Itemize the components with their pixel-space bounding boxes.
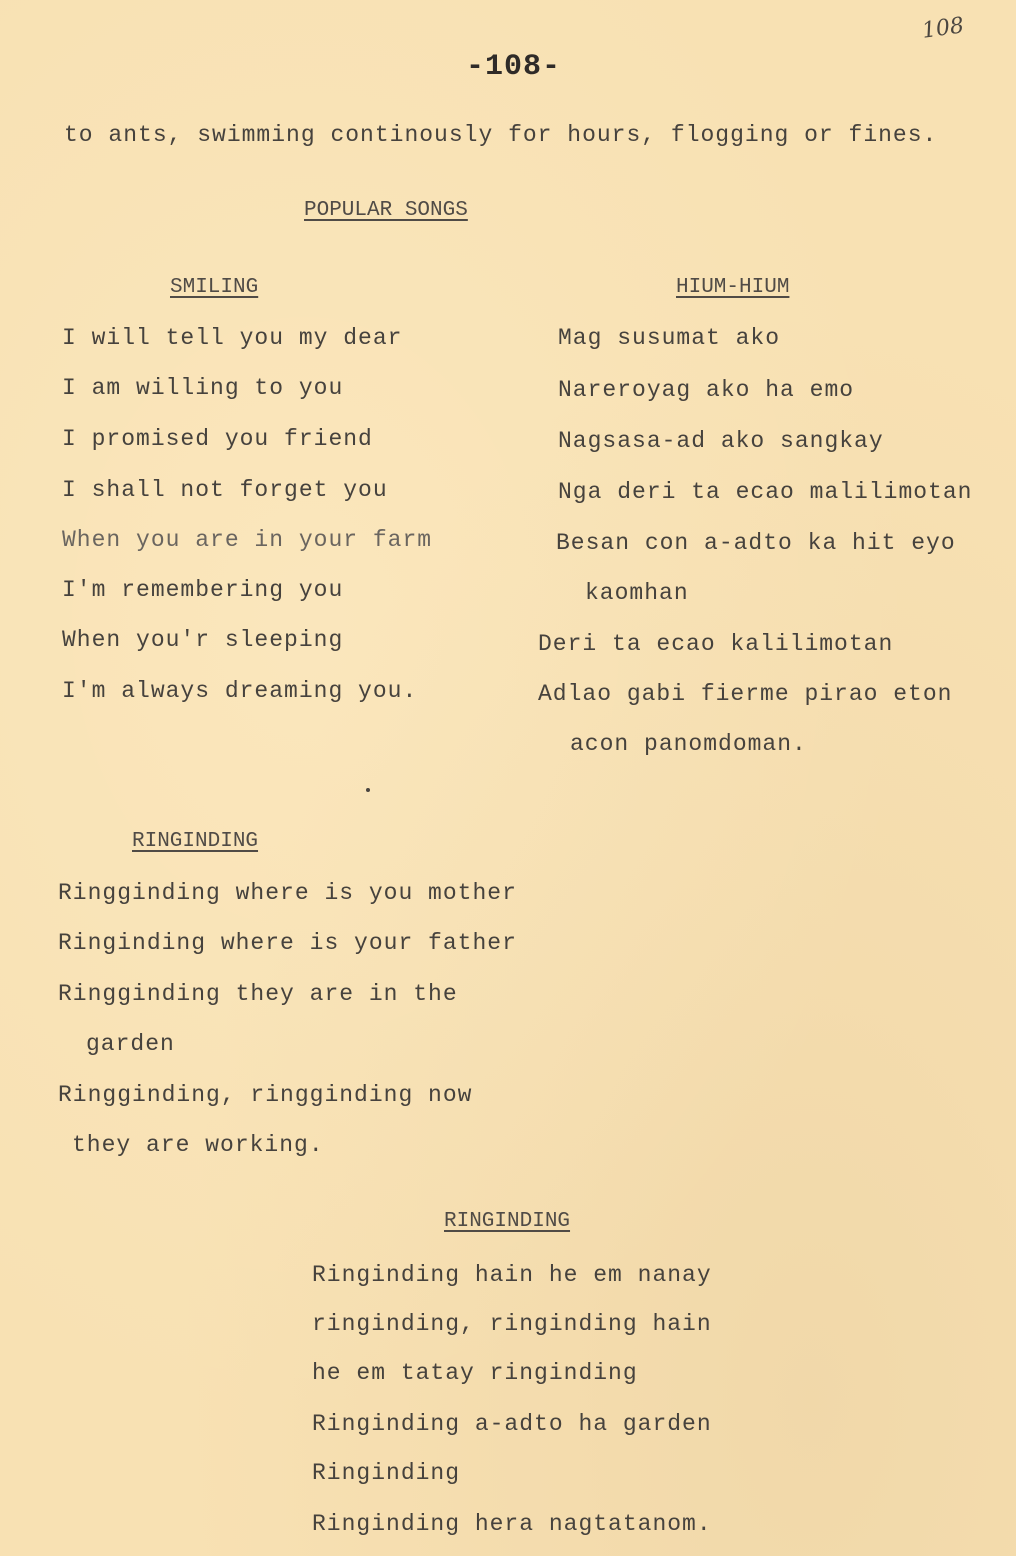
ringinding-english-line: Ringginding they are in the <box>58 981 458 1007</box>
ink-dot <box>366 788 370 792</box>
hium-line: Nagsasa-ad ako sangkay <box>558 428 884 454</box>
song-title-smiling: SMILING <box>170 276 259 299</box>
song-title-ringinding-native: RINGINDING <box>444 1210 571 1233</box>
hium-line: Nareroyag ako ha emo <box>558 377 855 403</box>
smiling-line: I'm always dreaming you. <box>62 678 418 704</box>
song-title-ringinding-english: RINGINDING <box>132 830 259 853</box>
ringinding-english-line: Ringinding where is your father <box>58 930 517 956</box>
ringinding-english-line: they are working. <box>72 1132 324 1158</box>
ringinding-native-line: ringinding, ringinding hain <box>312 1311 712 1337</box>
ringinding-english-line: garden <box>86 1031 175 1057</box>
hium-line: Adlao gabi fierme pirao eton <box>538 681 953 707</box>
smiling-line: When you are in your farm <box>62 527 433 553</box>
ringinding-native-line: Ringinding <box>312 1460 461 1486</box>
hium-line: Mag susumat ako <box>558 325 781 351</box>
song-title-hium-hium: HIUM-HIUM <box>676 276 790 299</box>
ringinding-native-line: Ringinding hera nagtatanom. <box>312 1511 712 1537</box>
ringinding-english-line: Ringginding where is you mother <box>58 880 517 906</box>
hium-line: Deri ta ecao kalilimotan <box>538 631 894 657</box>
smiling-line: I am willing to you <box>62 375 344 401</box>
ringinding-native-line: Ringinding a-adto ha garden <box>312 1411 712 1437</box>
ringinding-native-line: he em tatay ringinding <box>312 1360 638 1386</box>
intro-line: to ants, swimming continously for hours, flogging or fines. <box>64 122 938 148</box>
smiling-line: I'm remembering you <box>62 577 344 603</box>
handwritten-page-number: 108 <box>920 13 966 44</box>
smiling-line: I promised you friend <box>62 426 373 452</box>
page-number: -108- <box>466 50 562 84</box>
hium-line: Besan con a-adto ka hit eyo <box>556 530 956 556</box>
ringinding-english-line: Ringginding, ringginding now <box>58 1082 473 1108</box>
section-heading: POPULAR SONGS <box>304 199 468 222</box>
hium-line: Nga deri ta ecao malilimotan <box>558 479 973 505</box>
hium-line: acon panomdoman. <box>570 731 807 757</box>
smiling-line: I shall not forget you <box>62 477 388 503</box>
smiling-line: I will tell you my dear <box>62 325 403 351</box>
hium-line: kaomhan <box>585 580 689 606</box>
smiling-line: When you'r sleeping <box>62 627 344 653</box>
ringinding-native-line: Ringinding hain he em nanay <box>312 1262 712 1288</box>
